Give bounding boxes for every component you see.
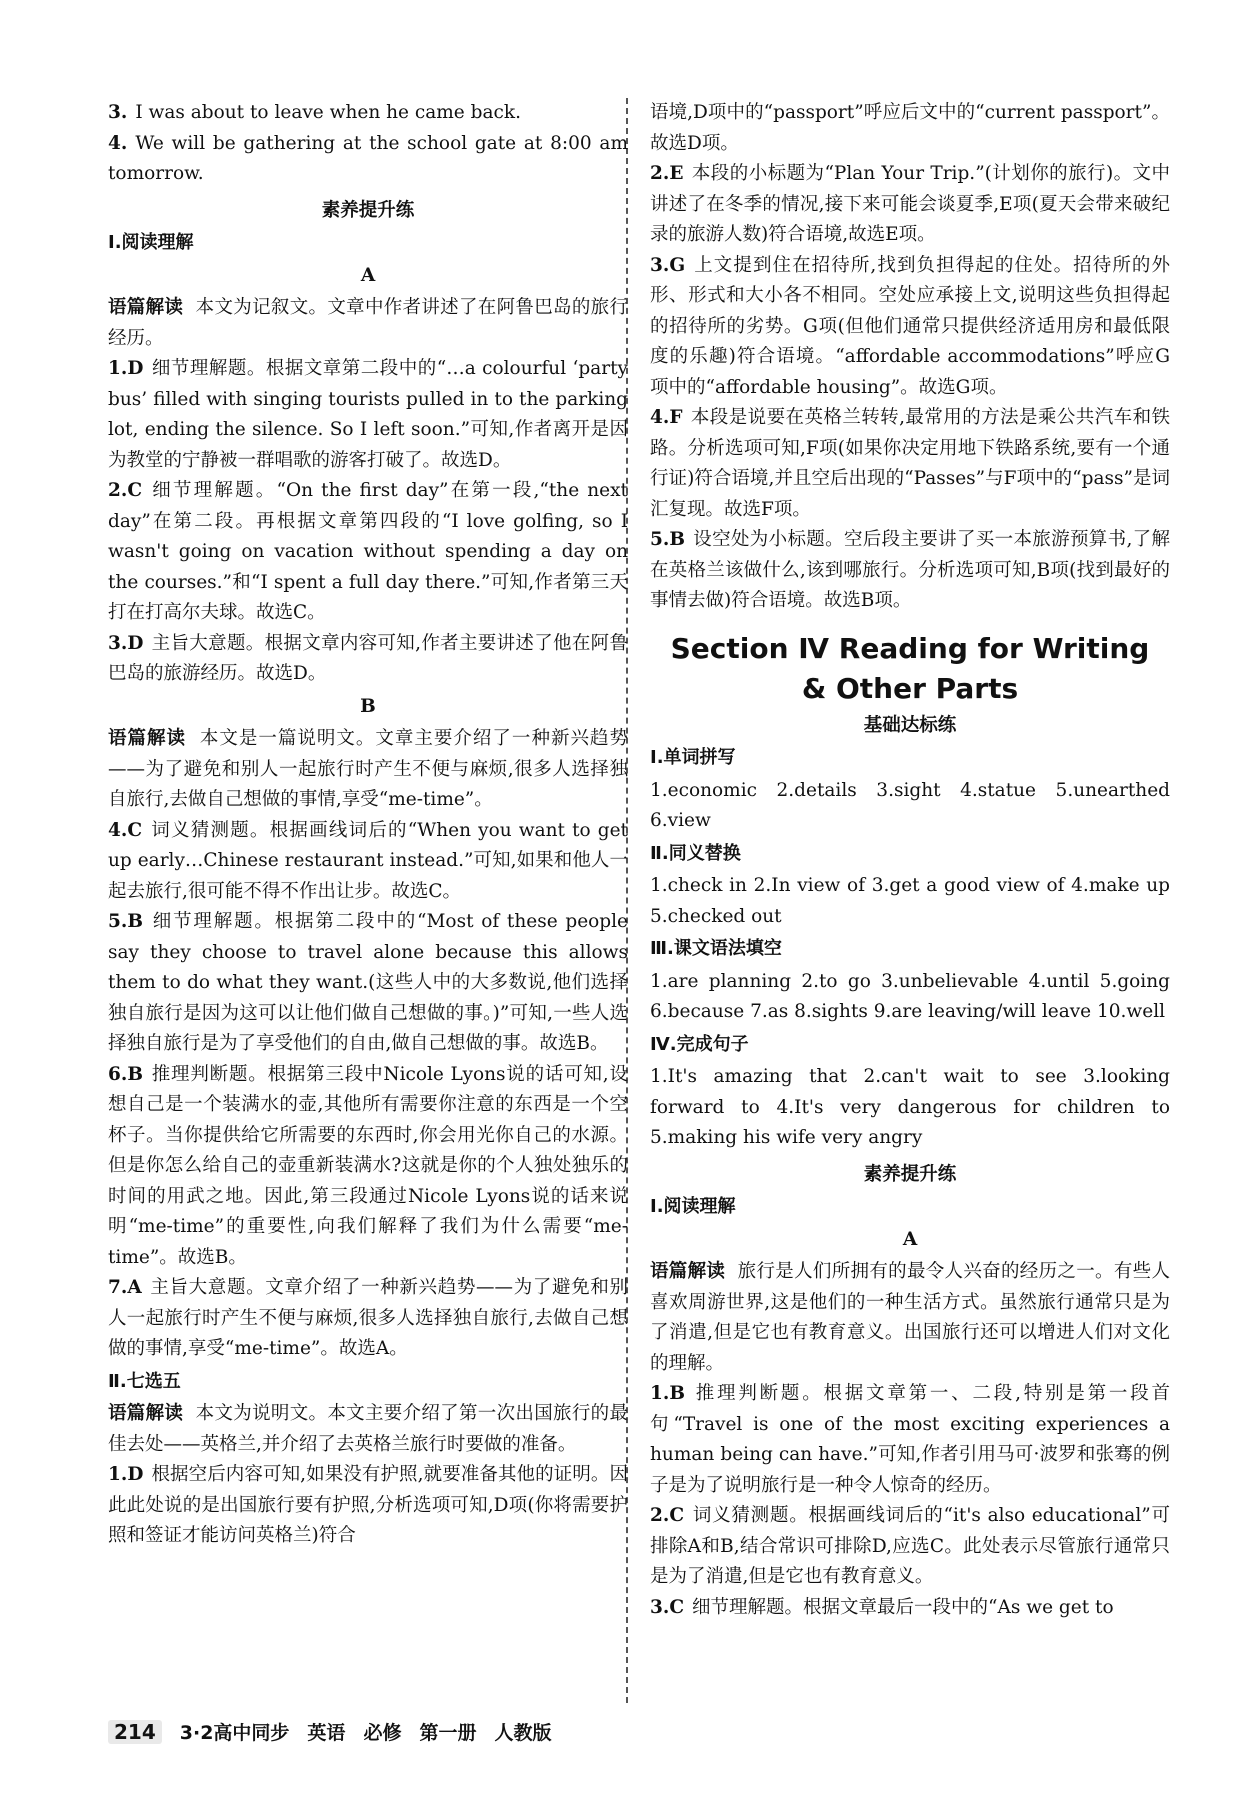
section-grammar-fill: Ⅲ.课文语法填空 — [650, 938, 782, 959]
heading-advanced: 素养提升练 — [321, 199, 415, 221]
edition: 人教版 — [494, 1722, 552, 1744]
section-complete-sentences: Ⅳ.完成句子 — [650, 1033, 749, 1055]
qb-4: 4.C 词义猜测题。根据画线词后的“When you want to get up early…Chinese restaurant instead.”可知,如果和他人一起去旅行,很可能不得不作出让步。故选C。 — [108, 819, 628, 902]
qb-6: 6.B 推理判断题。根据第三段中Nicole Lyons说的话可知,设想自己是一个装满水的壶,其他所有需要你注意的东西是一个空杯子。当你提供给它所需要的东西时,你会用光你自己的水源。但是你怎么给自己的壶重新装满水?这就是你的个人独处独乐的时间的用武之地。因此,第三段通过Nicole Lyons说的话来说明“me-time”的重要性,向我们解释了我们为什么需要“me-time”。故选B。 — [108, 1063, 628, 1268]
qd-2: 2.C 词义猜测题。根据画线词后的“it's also educational”可排除A和B,结合常识可排除D,应选C。此处表示尽管旅行通常只是为了消遣,但是它也有教育意义。 — [650, 1505, 1170, 1587]
answer-4: 4. We will be gathering at the school gate at 8:00 am tomorrow. — [108, 132, 628, 184]
qr-5: 5.B 设空处为小标题。空后段主要讲了买一本旅游预算书,了解在英格兰该做什么,该到哪旅行。分析选项可知,B项(找到最好的事情去做)符合语境。故选B项。 — [650, 529, 1170, 611]
qc-1-continued: 语境,D项中的“passport”呼应后文中的“current passport”。故选D项。 — [650, 102, 1170, 154]
series-name: 3·2高中同步 — [179, 1722, 290, 1744]
section-synonym: Ⅱ.同义替换 — [650, 842, 741, 864]
qr-4: 4.F 本段是说要在英格兰转转,最常用的方法是乘公共汽车和铁路。分析选项可知,F项(如果你决定用地下铁路系统,要有一个通行证)符合语境,并且空后出现的“Passes”与F项中的“pass”是词汇复现。故选F项。 — [650, 407, 1170, 520]
qd-1: 1.B 推理判断题。根据文章第一、二段,特别是第一段首句“Travel is one of the most exciting experiences a human being can have.”可知,作者引用马可·波罗和张骞的例子是为了说明旅行是一种令人惊奇的经历。 — [650, 1383, 1170, 1496]
qr-3: 3.G 上文提到住在招待所,找到负担得起的住处。招待所的外形、形式和大小各不相同。空处应承接上文,说明这些负担得起的招待所的劣势。G项(但他们通常只提供经济适用房和最低限度的乐趣)符合语境。“affordable accommodations”呼应G项中的“affordable housing”。故选G项。 — [650, 254, 1170, 398]
qb-7: 7.A 主旨大意题。文章介绍了一种新兴趋势——为了避免和别人一起旅行时产生不便与麻烦,很多人选择独自旅行,去做自己想做的事情,享受“me-time”。故选A。 — [108, 1277, 628, 1359]
section-seven-five: Ⅱ.七选五 — [108, 1370, 181, 1392]
section-reading: Ⅰ.阅读理解 — [108, 232, 194, 253]
analysis-d: 语篇解读 旅行是人们所拥有的最令人兴奋的经历之一。有些人喜欢周游世界,这是他们的一种生活方式。虽然旅行通常只是为了消遣,但是它也有教育意义。出国旅行还可以增进人们对文化的理解。 — [650, 1261, 1170, 1374]
left-column — [108, 98, 628, 1552]
qd-3: 3.C 细节理解题。根据文章最后一段中的“As we get to — [650, 1596, 1114, 1618]
passage-a-label: A — [360, 264, 376, 286]
answer-3: 3. I was about to leave when he came back. — [108, 102, 521, 123]
synonym-answers: 1.check in 2.In view of 3.get a good view of 4.make up 5.checked out — [650, 875, 1170, 927]
spelling-answers: 1.economic 2.details 3.sight 4.statue 5.unearthed 6.view — [650, 779, 1170, 831]
qa-3: 3.D 主旨大意题。根据文章内容可知,作者主要讲述了他在阿鲁巴岛的旅游经历。故选D。 — [108, 632, 628, 684]
qc-1: 1.D 根据空后内容可知,如果没有护照,就要准备其他的证明。因此此处说的是出国旅行要有护照,分析选项可知,D项(你将需要护照和签证才能访问英格兰)符合 — [108, 1464, 628, 1546]
subject: 英语 — [307, 1722, 346, 1744]
grammar-answers: 1.are planning 2.to go 3.unbelievable 4.until 5.going 6.because 7.as 8.sights 9.are leaving/will leave 10.well — [650, 970, 1170, 1022]
section-reading-2: Ⅰ.阅读理解 — [650, 1196, 736, 1217]
page-footer — [108, 1718, 551, 1745]
passage-a-label-2: A — [902, 1228, 918, 1250]
heading-advanced-2: 素养提升练 — [863, 1163, 957, 1185]
section-subtitle: & Other Parts — [801, 671, 1019, 705]
analysis-c: 语篇解读 本文为说明文。本文主要介绍了第一次出国旅行的最佳去处——英格兰,并介绍了去英格兰旅行时要做的准备。 — [108, 1403, 628, 1455]
qa-2: 2.C 细节理解题。“On the first day”在第一段,“the next day”在第二段。再根据文章第四段的“I love golfing, so I wasn't going on vacation without spending a day on the courses.”和“I spent a full day there.”可知,作者第三天打在打高尔夫球。故选C。 — [108, 480, 628, 623]
analysis-a: 语篇解读 本文为记叙文。文章中作者讲述了在阿鲁巴岛的旅行经历。 — [108, 297, 628, 349]
right-column — [650, 98, 1170, 1623]
analysis-b: 语篇解读 本文是一篇说明文。文章主要介绍了一种新兴趋势——为了避免和别人一起旅行时产生不便与麻烦,很多人选择独自旅行,去做自己想做的事情,享受“me-time”。 — [108, 728, 628, 810]
book: 第一册 — [419, 1722, 477, 1744]
qb-5: 5.B 细节理解题。根据第二段中的“Most of these people say they choose to travel alone because this allows them to do what they want.(这些人中的大多数说,他们选择独自旅行是因为这可以让他们做自己想做的事。)”可知,一些人选择独自旅行是为了享受他们的自由,做自己想做的事。故选B。 — [108, 911, 628, 1054]
section-title: Section Ⅳ Reading for Writing — [670, 631, 1150, 665]
passage-b-label: B — [360, 695, 376, 717]
section-spelling: Ⅰ.单词拼写 — [650, 747, 736, 768]
volume: 必修 — [363, 1722, 402, 1744]
sentence-answers: 1.It's amazing that 2.can't wait to see 3.looking forward to 4.It's very dangerous for children to 5.making his wife very angry — [650, 1066, 1170, 1148]
heading-basic: 基础达标练 — [863, 714, 957, 736]
qa-1: 1.D 细节理解题。根据文章第二段中的“…a colourful ‘party bus’ filled with singing tourists pulled in to the parking lot, ending the silence. So I left soon.”可知,作者离开是因为教堂的宁静被一群唱歌的游客打破了。故选D。 — [108, 358, 628, 471]
page-number: 214 — [108, 1720, 162, 1744]
qr-2: 2.E 本段的小标题为“Plan Your Trip.”(计划你的旅行)。文中讲述了在冬季的情况,接下来可能会谈夏季,E项(夏天会带来破纪录的旅游人数)符合语境,故选E项。 — [650, 163, 1170, 245]
